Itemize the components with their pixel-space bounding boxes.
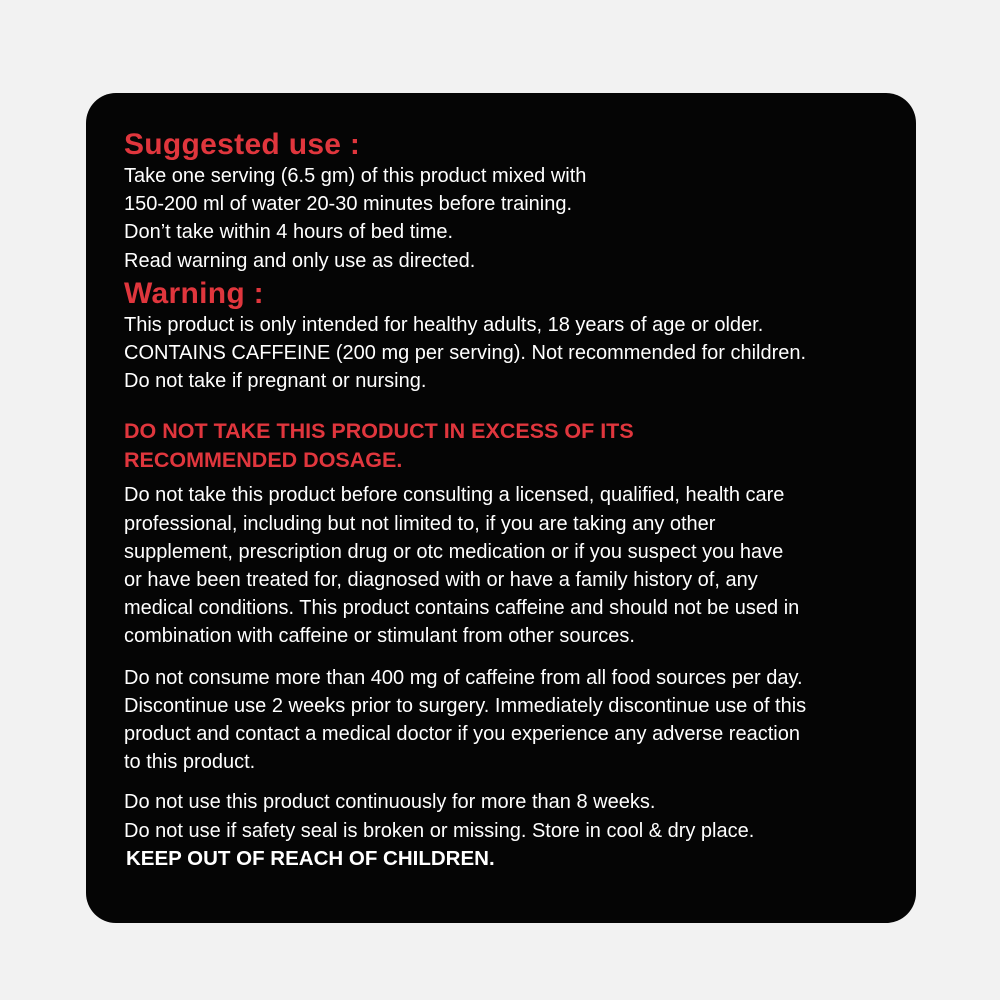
warning-intro-line: CONTAINS CAFFEINE (200 mg per serving). Not recommended for children. [124,342,807,365]
dosage-caution [124,417,896,475]
warning-intro-text [124,311,896,396]
consult-line: combination with caffeine or stimulant from other sources. [124,625,635,648]
consult-line: Do not take this product before consulting a licensed, qualified, health care [124,484,785,507]
consult-line: supplement, prescription drug or otc medication or if you suspect you have [124,540,784,563]
caffeine-limit-text [124,664,896,777]
keep-out-of-reach-notice: KEEP OUT OF REACH OF CHILDREN. [126,846,495,870]
suggested-use-line: Read warning and only use as directed. [124,249,476,272]
limit-line: to this product. [124,751,256,774]
limit-line: Do not consume more than 400 mg of caffeine from all food sources per day. [124,666,803,689]
suggested-use-line: Don’t take within 4 hours of bed time. [124,221,454,244]
suggested-use-text [124,162,896,275]
storage-line: Do not use if safety seal is broken or missing. Store in cool & dry place. [124,819,755,842]
consult-line: or have been treated for, diagnosed with or have a family history of, any [124,569,758,592]
dosage-caution-line: RECOMMENDED DOSAGE. [124,448,403,473]
consult-professional-text [124,481,896,650]
limit-line: Discontinue use 2 weeks prior to surgery. Immediately discontinue use of this [124,694,807,717]
storage-text [124,788,896,844]
warning-heading: Warning : [124,276,264,310]
warning-intro-line: Do not take if pregnant or nursing. [124,370,427,393]
suggested-use-line: 150-200 ml of water 20-30 minutes before training. [124,193,573,216]
warning-intro-line: This product is only intended for healthy adults, 18 years of age or older. [124,313,764,336]
consult-line: professional, including but not limited to, if you are taking any other [124,512,716,535]
storage-line: Do not use this product continuously for more than 8 weeks. [124,791,656,814]
product-label-card [86,93,916,923]
consult-line: medical conditions. This product contains caffeine and should not be used in [124,597,800,620]
suggested-use-heading: Suggested use : [124,128,361,161]
suggested-use-line: Take one serving (6.5 gm) of this product mixed with [124,165,587,187]
limit-line: product and contact a medical doctor if you experience any adverse reaction [124,723,800,746]
dosage-caution-line: DO NOT TAKE THIS PRODUCT IN EXCESS OF ITS [124,419,634,444]
